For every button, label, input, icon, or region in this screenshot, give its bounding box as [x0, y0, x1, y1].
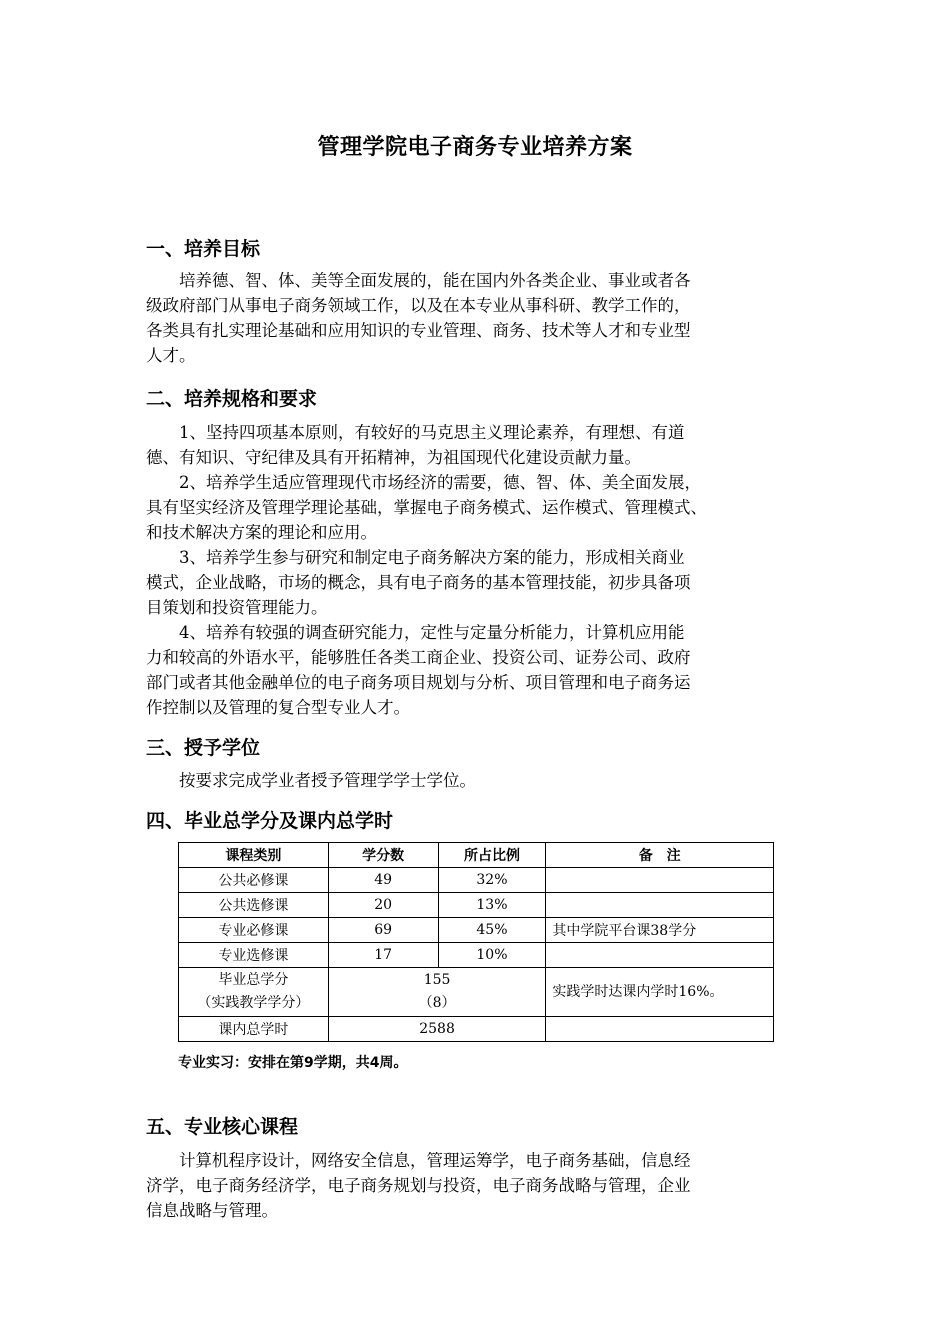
- section-heading-4: 四、毕业总学分及课内总学时: [146, 810, 394, 832]
- section-heading-1: 一、培养目标: [146, 238, 261, 260]
- cell-hours-value: 2588: [328, 1017, 546, 1042]
- cell-ratio: 10%: [438, 943, 546, 968]
- header-credits: 学分数: [328, 843, 438, 868]
- cell-ratio: 45%: [438, 918, 546, 943]
- cell-course-type: 专业选修课: [179, 943, 329, 968]
- header-course-type: 课程类别: [179, 843, 329, 868]
- section-heading-3: 三、授予学位: [146, 737, 261, 759]
- document-title: 管理学院电子商务专业培养方案: [317, 135, 633, 160]
- cell-credits: 17: [328, 943, 438, 968]
- paragraph-line: 各类具有扎实理论基础和应用知识的专业管理、商务、技术等人才和专业型: [146, 321, 691, 340]
- total-credits-value: 155: [423, 972, 451, 988]
- table-row: [179, 918, 774, 943]
- cell-total-value: [328, 968, 546, 1017]
- paragraph-line: 培养德、智、体、美等全面发展的，能在国内外各类企业、事业或者各: [179, 271, 691, 290]
- paragraph-line: 部门或者其他金融单位的电子商务项目规划与分析、项目管理和电子商务运: [146, 673, 691, 692]
- cell-total-note: 实践学时达课内学时16%。: [546, 968, 774, 1017]
- paragraph-line: 德、有知识、守纪律及具有开拓精神，为祖国现代化建设贡献力量。: [146, 448, 641, 467]
- cell-remarks: [546, 893, 774, 918]
- cell-ratio: 13%: [438, 893, 546, 918]
- paragraph-line: 模式，企业战略，市场的概念，具有电子商务的基本管理技能，初步具备项: [146, 573, 691, 592]
- section-2-body: [146, 420, 828, 720]
- cell-credits: 49: [328, 868, 438, 893]
- section-5-body: [146, 1148, 828, 1223]
- cell-total-label: [179, 968, 329, 1017]
- cell-course-type: 公共必修课: [179, 868, 329, 893]
- table-row-total: [179, 968, 774, 1017]
- table-header-row: [179, 843, 774, 868]
- table-row-hours: [179, 1017, 774, 1042]
- cell-remarks: [546, 868, 774, 893]
- paragraph-line: 具有坚实经济及管理学理论基础，掌握电子商务模式、运作模式、管理模式、: [146, 498, 707, 517]
- credits-table: [178, 842, 774, 1042]
- paragraph-line: 级政府部门从事电子商务领域工作，以及在本专业从事科研、教学工作的，: [146, 296, 691, 315]
- paragraph-line: 3、培养学生参与研究和制定电子商务解决方案的能力，形成相关商业: [179, 548, 685, 567]
- section-heading-5: 五、专业核心课程: [146, 1116, 299, 1138]
- cell-credits: 69: [328, 918, 438, 943]
- paragraph-line: 人才。: [146, 346, 196, 365]
- header-remarks: 备 注: [546, 843, 774, 868]
- paragraph-line: 作控制以及管理的复合型专业人才。: [146, 698, 410, 717]
- paragraph-line: 计算机程序设计，网络安全信息，管理运筹学，电子商务基础，信息经: [179, 1151, 691, 1170]
- practice-credits-label: （实践教学学分）: [197, 995, 310, 1011]
- paragraph-line: 目策划和投资管理能力。: [146, 598, 328, 617]
- total-credits-label: 毕业总学分: [218, 972, 289, 988]
- cell-remarks: 其中学院平台课38学分: [546, 918, 774, 943]
- table-row: [179, 943, 774, 968]
- paragraph-line: 2、培养学生适应管理现代市场经济的需要，德、智、体、美全面发展，: [179, 473, 701, 492]
- section-1-body: [146, 268, 828, 368]
- table-row: [179, 868, 774, 893]
- paragraph-line: 力和较高的外语水平，能够胜任各类工商企业、投资公司、证券公司、政府: [146, 648, 691, 667]
- table-row: [179, 893, 774, 918]
- section-heading-2: 二、培养规格和要求: [146, 388, 318, 410]
- paragraph-line: 和技术解决方案的理论和应用。: [146, 523, 377, 542]
- paragraph-line: 1、坚持四项基本原则，有较好的马克思主义理论素养，有理想、有道: [179, 423, 685, 442]
- cell-course-type: 公共选修课: [179, 893, 329, 918]
- cell-remarks: [546, 943, 774, 968]
- cell-ratio: 32%: [438, 868, 546, 893]
- header-ratio: 所占比例: [438, 843, 546, 868]
- paragraph-line: 4、培养有较强的调查研究能力，定性与定量分析能力，计算机应用能: [179, 623, 685, 642]
- cell-credits: 20: [328, 893, 438, 918]
- cell-course-type: 专业必修课: [179, 918, 329, 943]
- paragraph-line: 济学，电子商务经济学，电子商务规划与投资，电子商务战略与管理，企业: [146, 1176, 691, 1195]
- cell-hours-label: 课内总学时: [179, 1017, 329, 1042]
- paragraph-line: 按要求完成学业者授予管理学学士学位。: [179, 771, 476, 790]
- practice-credits-value: （8）: [418, 995, 456, 1011]
- paragraph-line: 信息战略与管理。: [146, 1201, 278, 1220]
- cell-hours-note: [546, 1017, 774, 1042]
- section-3-body: [146, 768, 828, 793]
- internship-note: 专业实习：安排在第9学期，共4周。: [178, 1055, 408, 1071]
